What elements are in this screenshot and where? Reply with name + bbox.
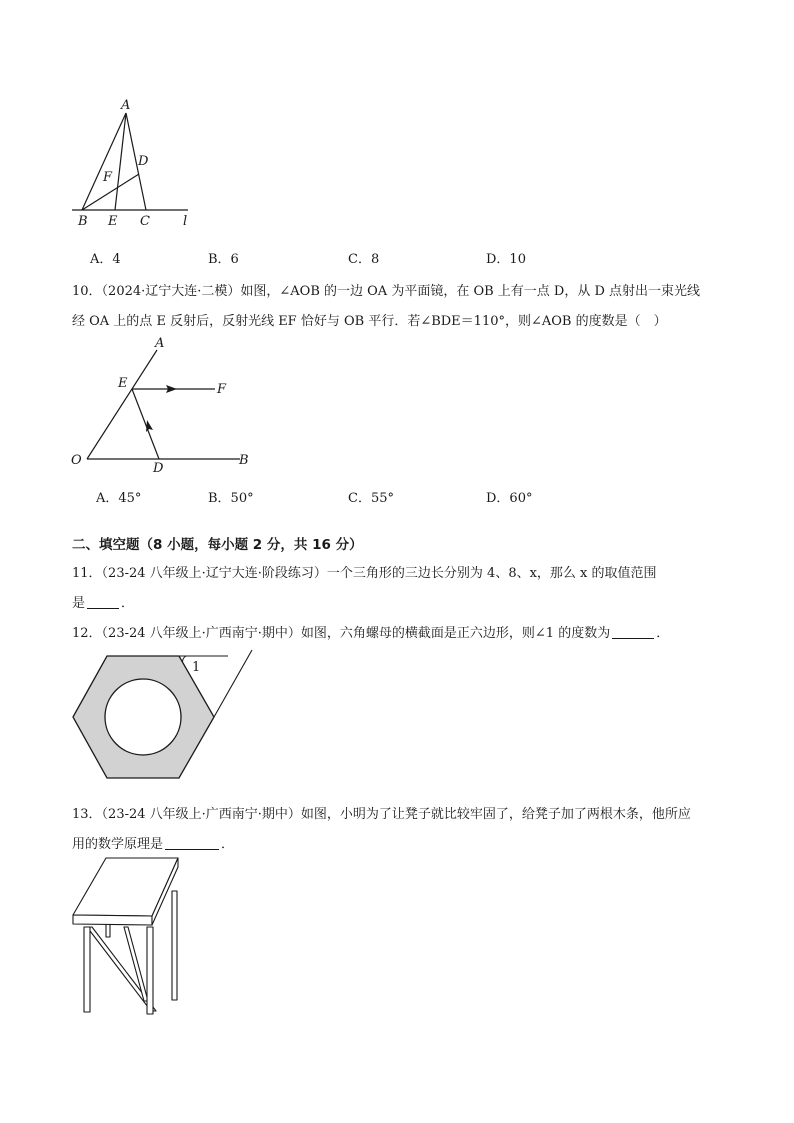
label-C: C: [140, 214, 150, 229]
triangle-figure-q9: [60, 95, 210, 230]
q10-option-a: A．45°: [96, 491, 142, 506]
stool-seat-top: [73, 858, 178, 916]
q9-option-a: A．4: [90, 252, 121, 267]
angle-label-1: 1: [192, 660, 201, 675]
label-B: B: [78, 214, 88, 229]
label-B: B: [239, 453, 249, 468]
angle-1-arc: [183, 656, 187, 662]
label-l: l: [183, 214, 188, 229]
hex-nut-figure-q12: [68, 648, 258, 783]
q10-stem-line1: 10．（2024·辽宁大连·二模）如图，∠AOB 的一边 OA 为平面镜，在 OB 上有一点 D，从 D 点射出一束光线: [72, 284, 701, 299]
q10-option-d: D．60°: [486, 491, 533, 506]
nut-hole: [105, 679, 181, 755]
q10-stem-line2: 经 OA 上的点 E 反射后，反射光线 EF 恰好与 OB 平行．若∠BDE＝110°，则∠AOB 的度数是（ ）: [72, 314, 667, 329]
label-E: E: [118, 376, 128, 391]
q11-stem-line2: [72, 592, 134, 611]
stool-leg-front-right: [147, 927, 153, 1014]
q12-text: 12．（23-24 八年级上·广西南宁·期中）如图，六角螺母的横截面是正六边形，则∠1 的度数为: [72, 626, 611, 641]
q11-stem-line1: 11．（23-24 八年级上·辽宁大连·阶段练习）一个三角形的三边长分别为 4、8、x，那么 x 的取值范围: [72, 566, 657, 581]
label-A: A: [155, 336, 165, 351]
q10-option-c: C．55°: [348, 491, 394, 506]
q9-option-d: D．10: [486, 252, 526, 267]
ray-de: [132, 389, 159, 459]
label-A: A: [121, 98, 131, 113]
q10-option-b: B．50°: [208, 491, 254, 506]
label-D: D: [153, 461, 164, 476]
label-O: O: [71, 453, 82, 468]
arrow-de: [146, 420, 153, 432]
stool-leg-back-right: [172, 891, 177, 1000]
q11-answer-blank[interactable]: [87, 596, 119, 609]
q9-option-b: B．6: [208, 252, 239, 267]
section-title: 二、填空题（8 小题，每小题 2 分，共 16 分）: [72, 537, 363, 553]
stool-figure-q13: [68, 853, 188, 1023]
q13-stem-line1: 13．（23-24 八年级上·广西南宁·期中）如图，小明为了让凳子就比较牢固了，给凳子加了两根木条，他所应: [72, 807, 691, 822]
stool-seat-front: [73, 915, 152, 925]
q13-suffix: ．: [221, 837, 235, 852]
q13-stem-line2: [72, 833, 234, 852]
q11-prefix: 是: [72, 596, 86, 611]
wrench-line: [214, 650, 252, 717]
label-F: F: [103, 170, 113, 185]
q13-prefix: 用的数学原理是: [72, 837, 164, 852]
q9-option-c: C．8: [348, 252, 380, 267]
q12-stem: [72, 622, 669, 641]
segment-ae: [115, 113, 126, 210]
label-E: E: [108, 214, 118, 229]
mirror-figure-q10: [65, 332, 265, 477]
ray-oa: [87, 350, 157, 459]
q13-answer-blank[interactable]: [165, 837, 219, 850]
q12-suffix: ．: [656, 626, 670, 641]
stool-leg-front-left: [84, 927, 90, 1012]
q12-answer-blank[interactable]: [612, 626, 654, 639]
label-D: D: [138, 154, 149, 169]
label-F: F: [217, 382, 227, 397]
q11-suffix: ．: [121, 596, 135, 611]
